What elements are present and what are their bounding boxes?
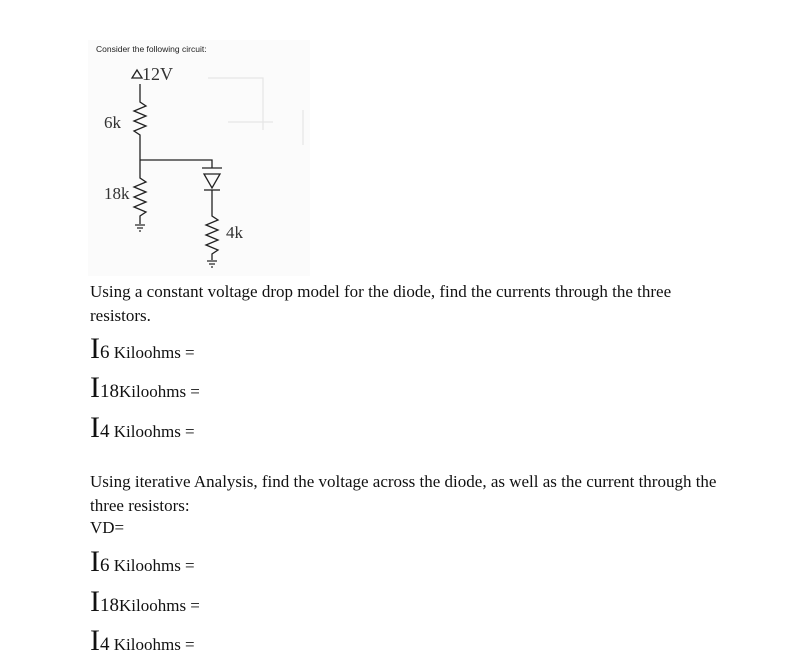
question1-prompt: Using a constant voltage drop model for the diode, find the currents through the three resistors. [90, 282, 672, 325]
resistor-6k [134, 96, 146, 160]
r3-label: 4k [226, 223, 243, 242]
current-symbol: I [90, 371, 100, 404]
current-symbol: I [90, 545, 100, 578]
circuit-diagram [88, 40, 310, 276]
unit-label: Kiloohms = [113, 635, 195, 654]
current-subscript: 6 [100, 342, 110, 363]
current-subscript: 4 [100, 634, 110, 655]
current-symbol: I [90, 624, 100, 657]
resistor-4k [206, 208, 218, 260]
question2-prompt: Using iterative Analysis, find the voltage across the diode, as well as the current through the three resistors: [90, 472, 717, 515]
q1-answer-line [90, 373, 200, 403]
ground-icon [135, 225, 145, 231]
ground-icon [207, 261, 217, 267]
r2-label: 18k [104, 184, 130, 203]
unit-label: Kiloohms = [113, 422, 195, 441]
q2-answer-line [90, 587, 200, 617]
ghost-lines [208, 78, 303, 145]
unit-label: Kiloohms = [113, 343, 195, 362]
current-subscript: 4 [100, 421, 110, 442]
resistor-18k [134, 160, 146, 224]
diode-icon [202, 168, 222, 208]
current-subscript: 18 [100, 381, 119, 402]
source-arrow-icon [132, 70, 142, 78]
figure-caption: Consider the following circuit: [96, 44, 207, 54]
q2-answer-line [90, 547, 195, 577]
r1-label: 6k [104, 113, 121, 132]
unit-label: Kiloohms = [113, 556, 195, 575]
q1-answer-line [90, 334, 195, 364]
current-symbol: I [90, 332, 100, 365]
unit-label: Kiloohms = [119, 382, 200, 401]
q1-answer-line [90, 413, 195, 443]
current-subscript: 6 [100, 555, 110, 576]
current-symbol: I [90, 585, 100, 618]
source-label: 12V [142, 64, 173, 84]
q2-answer-line [90, 626, 195, 656]
current-subscript: 18 [100, 595, 119, 616]
current-symbol: I [90, 411, 100, 444]
circuit-figure [88, 40, 310, 276]
unit-label: Kiloohms = [119, 596, 200, 615]
vd-label: VD= [90, 518, 125, 537]
